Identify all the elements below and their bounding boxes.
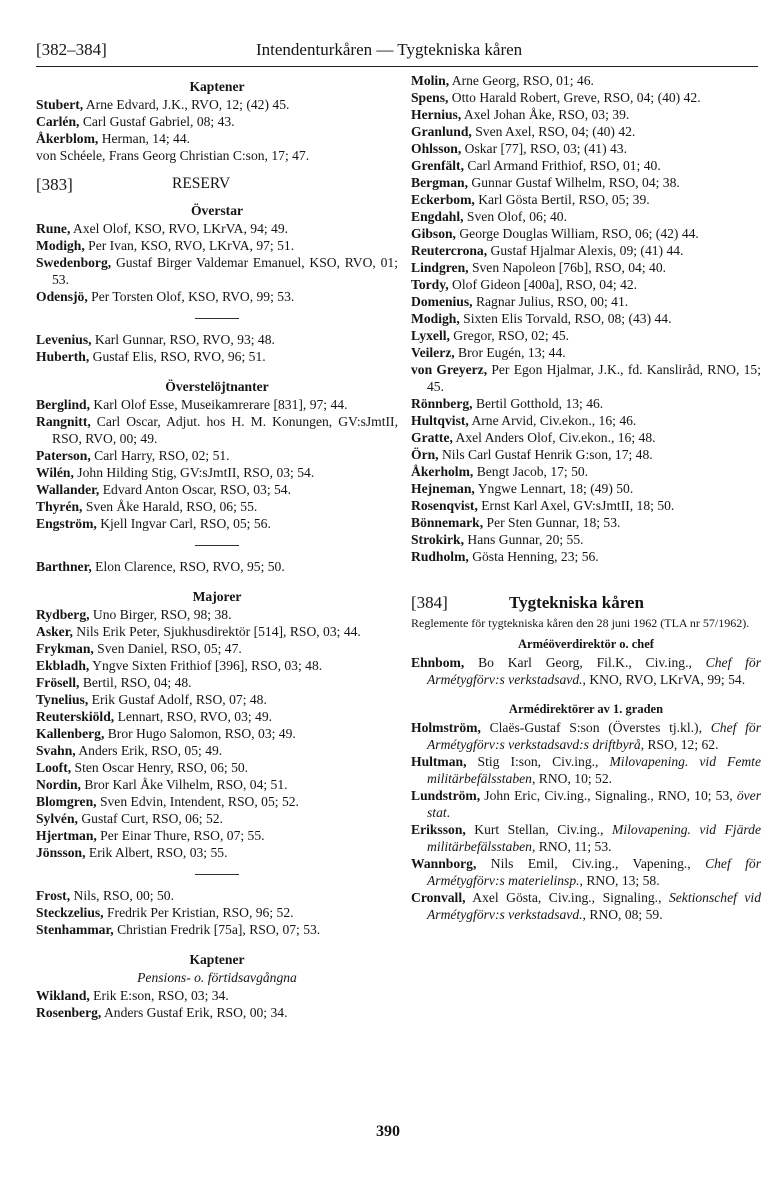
entry-text: Per Ivan, KSO, RVO, LKrVA, 97; 51.	[84, 238, 295, 253]
entry-text: Elon Clarence, RSO, RVO, 95; 50.	[91, 559, 285, 574]
entry-name: Blomgren,	[36, 794, 97, 809]
list-item	[411, 327, 761, 344]
list-item	[411, 174, 761, 191]
list-item	[411, 548, 761, 565]
list-item	[36, 921, 398, 938]
entry-name: Wallander,	[36, 482, 100, 497]
list-item	[36, 725, 398, 742]
list-item	[411, 753, 761, 787]
entry-name: Hernius,	[411, 107, 462, 122]
entry-title-italic: över stat	[427, 788, 761, 820]
left-column	[36, 72, 398, 1021]
entry-text: Anders Erik, RSO, 05; 49.	[75, 743, 223, 758]
entry-name: Rydberg,	[36, 607, 90, 622]
entry-name: Berglind,	[36, 397, 91, 412]
entry-text: Stig I:son, Civ.ing.,	[466, 754, 610, 769]
page-header	[36, 38, 758, 67]
entry-name: Ekbladh,	[36, 658, 90, 673]
entry-text: , RNO, 08; 59.	[582, 907, 663, 922]
entry-text: Gösta Henning, 23; 56.	[468, 549, 599, 564]
list-overstar	[36, 220, 398, 305]
list-item	[36, 96, 398, 113]
entry-text: John Hilding Stig, GV:sJmtII, RSO, 03; 54.	[73, 465, 315, 480]
entry-text: Ragnar Julius, RSO, 00; 41.	[472, 294, 629, 309]
entry-name: Tordy,	[411, 277, 449, 292]
list-item	[411, 654, 761, 688]
entry-name: Frost,	[36, 888, 71, 903]
entry-name: Kallenberg,	[36, 726, 105, 741]
list-item	[36, 515, 398, 532]
list-item	[36, 887, 398, 904]
entry-name: Nordin,	[36, 777, 81, 792]
entry-name: Wilén,	[36, 465, 74, 480]
list-item	[36, 254, 398, 288]
entry-text: Sven Axel, RSO, 04; (40) 42.	[471, 124, 636, 139]
list-item	[411, 123, 761, 140]
entry-text: Karl Olof Esse, Museikamrerare [831], 97; 44.	[90, 397, 348, 412]
entry-name: Lundström,	[411, 788, 481, 803]
list-item	[411, 463, 761, 480]
entry-name: Holmström,	[411, 720, 481, 735]
list-item	[36, 288, 398, 305]
entry-text: Per Torsten Olof, KSO, RVO, 99; 53.	[87, 289, 295, 304]
list-item	[36, 987, 398, 1004]
entry-text: Gustaf Hjalmar Alexis, 09; (41) 44.	[487, 243, 684, 258]
entry-text: Nils Emil, Civ.ing., Vapening.,	[476, 856, 706, 871]
entry-text: Carl Oscar, Adjut. hos H. M. Konungen, GV:sJmtII, RSO, RVO, 00; 49.	[52, 414, 398, 446]
heading-kaptener-pension: Kaptener	[189, 952, 245, 967]
entry-text: , RNO, 10; 52.	[531, 771, 613, 786]
entry-name: Granlund,	[411, 124, 472, 139]
entry-text: Nils Carl Gustaf Henrik G:son, 17; 48.	[438, 447, 653, 462]
entry-text: Carl Harry, RSO, 02; 51.	[90, 448, 230, 463]
heading-majorer: Majorer	[192, 589, 242, 604]
regulation-note: Reglemente för tygtekniska kåren den 28 juni 1962 (TLA nr 57/1962).	[411, 616, 750, 630]
list-item	[36, 793, 398, 810]
list-item	[411, 140, 761, 157]
heading-overstelojtnanter: Överstelöjtnanter	[165, 379, 269, 394]
entry-title-italic: Chef för Armétygförv:s verkstadsavd.	[427, 655, 762, 687]
entry-text: Gustaf Elis, RSO, RVO, 96; 51.	[89, 349, 266, 364]
entry-name: Ehnbom,	[411, 655, 465, 670]
entry-name: Modigh,	[36, 238, 85, 253]
entry-name: Rosenberg,	[36, 1005, 102, 1020]
list-item	[411, 514, 761, 531]
list-item	[36, 844, 398, 861]
list-item	[411, 480, 761, 497]
entry-text: Per Sten Gunnar, 18; 53.	[483, 515, 621, 530]
entry-text: Hans Gunnar, 20; 55.	[464, 532, 584, 547]
entry-text: Nils, RSO, 00; 50.	[70, 888, 174, 903]
entry-text: Anders Gustaf Erik, RSO, 00; 34.	[101, 1005, 288, 1020]
entry-name: Jönsson,	[36, 845, 86, 860]
list-item	[411, 497, 761, 514]
entry-name: Lindgren,	[411, 260, 469, 275]
list-item	[36, 396, 398, 413]
list-item	[411, 89, 761, 106]
entry-name: Ohlsson,	[411, 141, 462, 156]
list-item	[36, 810, 398, 827]
entry-name: Paterson,	[36, 448, 91, 463]
entry-name: Sylvén,	[36, 811, 78, 826]
list-item	[411, 361, 761, 395]
entry-text: Bertil Gotthold, 13; 46.	[472, 396, 604, 411]
entry-text: Bror Hugo Salomon, RSO, 03; 49.	[104, 726, 296, 741]
list-item	[411, 395, 761, 412]
list-item	[36, 674, 398, 691]
entry-text: Bror Eugén, 13; 44.	[454, 345, 566, 360]
entry-text: Nils Erik Peter, Sjukhusdirektör [514], RSO, 03; 44.	[72, 624, 361, 639]
entry-name: von Greyerz,	[411, 362, 488, 377]
section-tygtekniska	[411, 586, 761, 614]
list-item	[36, 759, 398, 776]
entry-name: Grenfält,	[411, 158, 464, 173]
entry-text: Lennart, RSO, RVO, 03; 49.	[114, 709, 273, 724]
list-item	[36, 348, 398, 365]
entry-text: , RSO, 12; 62.	[640, 737, 719, 752]
entry-text: Sven Olof, 06; 40.	[463, 209, 567, 224]
entry-text: Axel Olof, KSO, RVO, LKrVA, 94; 49.	[70, 221, 289, 236]
entry-text: Sven Napoleon [76b], RSO, 04; 40.	[468, 260, 667, 275]
entry-name: Cronvall,	[411, 890, 466, 905]
entry-text: Herman, 14; 44.	[98, 131, 191, 146]
list-item	[411, 855, 761, 889]
list-item	[36, 776, 398, 793]
divider	[195, 545, 239, 546]
entry-name: Barthner,	[36, 559, 92, 574]
list-item	[36, 113, 398, 130]
list-arme-dir	[411, 719, 761, 923]
list-item	[36, 147, 398, 164]
list-item	[411, 889, 761, 923]
list-item	[36, 498, 398, 515]
section-number: [383]	[36, 175, 73, 194]
entry-name: Modigh,	[411, 311, 460, 326]
list-item	[411, 191, 761, 208]
list-item	[36, 657, 398, 674]
entry-text: Sven Daniel, RSO, 05; 47.	[93, 641, 242, 656]
entry-name: Gratte,	[411, 430, 453, 445]
entry-text: Erik Gustaf Adolf, RSO, 07; 48.	[88, 692, 267, 707]
entry-title-italic: Milovapening. vid Femte militärbefälsstaben	[427, 754, 761, 786]
entry-name: Bergman,	[411, 175, 469, 190]
list-item	[36, 220, 398, 237]
list-item	[411, 208, 761, 225]
list-item	[36, 827, 398, 844]
entry-text: Uno Birger, RSO, 98; 38.	[89, 607, 232, 622]
entry-name: Eriksson,	[411, 822, 466, 837]
entry-text: Bror Karl Åke Vilhelm, RSO, 04; 51.	[80, 777, 288, 792]
entry-text: Ernst Karl Axel, GV:sJmtII, 18; 50.	[477, 498, 675, 513]
entry-text: Bo Karl Georg, Fil.K., Civ.ing.,	[464, 655, 706, 670]
list-item	[36, 464, 398, 481]
entry-text: Arne Arvid, Civ.ekon., 16; 46.	[468, 413, 637, 428]
entry-name: Domenius,	[411, 294, 473, 309]
list-item	[36, 623, 398, 640]
list-item	[36, 558, 398, 575]
entry-name: Tynelius,	[36, 692, 89, 707]
list-overstar-2	[36, 331, 398, 365]
entry-text: Yngwe Lennart, 18; (49) 50.	[474, 481, 634, 496]
list-item	[36, 130, 398, 147]
list-arme-chef	[411, 654, 761, 688]
list-item	[36, 331, 398, 348]
list-overstelojtnanter	[36, 396, 398, 532]
entry-name: Gibson,	[411, 226, 456, 241]
entry-text: Gustaf Curt, RSO, 06; 52.	[77, 811, 223, 826]
entry-text: Bengt Jacob, 17; 50.	[473, 464, 589, 479]
entry-name: Thyrén,	[36, 499, 83, 514]
entry-name: Svahn,	[36, 743, 76, 758]
entry-text: Gregor, RSO, 02; 45.	[449, 328, 570, 343]
entry-name: Strokirk,	[411, 532, 465, 547]
entry-title-italic: Chef för Armétygförv:s materielinsp.	[427, 856, 761, 888]
list-item	[36, 447, 398, 464]
list-item	[411, 310, 761, 327]
entry-text: Kjell Ingvar Carl, RSO, 05; 56.	[96, 516, 271, 531]
entry-name: Åkerholm,	[411, 464, 474, 479]
entry-text: Axel Johan Åke, RSO, 03; 39.	[461, 107, 630, 122]
list-item	[36, 237, 398, 254]
entry-name: Frykman,	[36, 641, 94, 656]
section-title: Tygtekniska kåren	[509, 593, 644, 612]
entry-text: Karl Gunnar, RSO, RVO, 93; 48.	[91, 332, 275, 347]
entry-text: Fredrik Per Kristian, RSO, 96; 52.	[103, 905, 294, 920]
subheading-pension: Pensions- o. förtidsavgångna	[137, 970, 297, 985]
list-item	[36, 640, 398, 657]
entry-text: Gustaf Birger Valdemar Emanuel, KSO, RVO, 01; 53.	[52, 255, 398, 287]
list-item	[411, 106, 761, 123]
entry-text: Gunnar Gustaf Wilhelm, RSO, 04; 38.	[468, 175, 680, 190]
page-number: 390	[376, 1123, 400, 1140]
entry-name: Odensjö,	[36, 289, 88, 304]
entry-name: Eckerbom,	[411, 192, 475, 207]
entry-text: Kurt Stellan, Civ.ing.,	[465, 822, 613, 837]
heading-arme-dir: Armédirektörer av 1. graden	[508, 702, 664, 716]
entry-text: Bertil, RSO, 04; 48.	[79, 675, 192, 690]
entry-name: Hultman,	[411, 754, 467, 769]
entry-text: , RNO, 11; 53.	[531, 839, 612, 854]
entry-name: Molin,	[411, 73, 450, 88]
entry-name: Reuterskiöld,	[36, 709, 115, 724]
entry-text: Sven Edvin, Intendent, RSO, 05; 52.	[96, 794, 299, 809]
entry-name: Steckzelius,	[36, 905, 104, 920]
entry-name: Engdahl,	[411, 209, 464, 224]
list-item	[411, 344, 761, 361]
list-item	[411, 225, 761, 242]
list-item	[411, 446, 761, 463]
entry-name: Frösell,	[36, 675, 80, 690]
entry-name: Huberth,	[36, 349, 90, 364]
entry-text: Sixten Elis Torvald, RSO, 08; (43) 44.	[459, 311, 672, 326]
list-item	[411, 157, 761, 174]
entry-name: Looft,	[36, 760, 72, 775]
entry-text: Claës-Gustaf S:son (Överstes tj.kl.),	[480, 720, 711, 735]
list-kaptener-cont	[411, 72, 761, 565]
entry-title-italic: Milovapening. vid Fjärde militärbefälsstaben	[427, 822, 761, 854]
entry-text: Carl Armand Frithiof, RSO, 01; 40.	[463, 158, 661, 173]
heading-kaptener: Kaptener	[189, 79, 245, 94]
entry-text: Christian Fredrik [75a], RSO, 07; 53.	[113, 922, 321, 937]
entry-name: Rudholm,	[411, 549, 469, 564]
list-item	[411, 242, 761, 259]
entry-name: Carlén,	[36, 114, 80, 129]
entry-name: Bönnemark,	[411, 515, 484, 530]
heading-overstar: Överstar	[190, 203, 244, 218]
list-item	[411, 719, 761, 753]
entry-text: Axel Anders Olof, Civ.ekon., 16; 48.	[452, 430, 656, 445]
entry-name: Spens,	[411, 90, 449, 105]
entry-name: Stenhammar,	[36, 922, 114, 937]
divider	[195, 874, 239, 875]
list-kaptener	[36, 96, 398, 164]
entry-name: Rune,	[36, 221, 71, 236]
list-item	[36, 691, 398, 708]
list-item	[36, 1004, 398, 1021]
entry-text: Karl Gösta Bertil, RSO, 05; 39.	[474, 192, 650, 207]
entry-text: Erik Albert, RSO, 03; 55.	[85, 845, 228, 860]
entry-text: Per Einar Thure, RSO, 07; 55.	[96, 828, 265, 843]
entry-name: Veilerz,	[411, 345, 455, 360]
entry-text: , RNO, 13; 58.	[579, 873, 660, 888]
list-item	[411, 821, 761, 855]
entry-text: Sten Oscar Henry, RSO, 06; 50.	[71, 760, 249, 775]
entry-name: Rangnitt,	[36, 414, 91, 429]
list-item	[36, 708, 398, 725]
list-item	[411, 276, 761, 293]
list-item	[411, 429, 761, 446]
entry-text: Per Egon Hjalmar, J.K., fd. Kansliråd, RNO, 15; 45.	[427, 362, 761, 394]
entry-text: Arne Edvard, J.K., RVO, 12; (42) 45.	[83, 97, 290, 112]
entry-name: Wannborg,	[411, 856, 477, 871]
entry-text: , KNO, RVO, LKrVA, 99; 54.	[582, 672, 746, 687]
divider	[195, 318, 239, 319]
entry-name: Hultqvist,	[411, 413, 469, 428]
entry-text: Otto Harald Robert, Greve, RSO, 04; (40) 42.	[448, 90, 701, 105]
entry-name: Rosenqvist,	[411, 498, 478, 513]
list-item	[411, 293, 761, 310]
section-title: RESERV	[172, 175, 231, 192]
entry-name: Reutercrona,	[411, 243, 488, 258]
list-kaptener-pension	[36, 987, 398, 1021]
entry-text: Oskar [77], RSO, 03; (41) 43.	[461, 141, 628, 156]
list-item	[36, 606, 398, 623]
entry-text: Erik E:son, RSO, 03; 34.	[89, 988, 229, 1003]
entry-text: John Eric, Civ.ing., Signaling., RNO, 10; 53,	[480, 788, 737, 803]
entry-name: Asker,	[36, 624, 73, 639]
list-item	[36, 904, 398, 921]
list-majorer-2	[36, 887, 398, 938]
entry-name: Engström,	[36, 516, 97, 531]
list-item	[36, 413, 398, 447]
entry-text: Arne Georg, RSO, 01; 46.	[449, 73, 594, 88]
list-item	[411, 531, 761, 548]
list-item	[36, 481, 398, 498]
entry-text: George Douglas William, RSO, 06; (42) 44.	[455, 226, 699, 241]
entry-text: .	[446, 805, 451, 820]
list-item	[411, 787, 761, 821]
list-overstelojtnanter-2	[36, 558, 398, 575]
section-number: [384]	[411, 593, 448, 612]
page-range: [382–384]	[36, 40, 107, 59]
entry-name: Stubert,	[36, 97, 84, 112]
list-item	[36, 742, 398, 759]
entry-name: Wikland,	[36, 988, 90, 1003]
entry-text: Carl Gustaf Gabriel, 08; 43.	[79, 114, 235, 129]
entry-title-italic: Sektionschef vid Armétygförv:s verkstadsavd.	[427, 890, 762, 922]
list-item	[411, 412, 761, 429]
list-majorer	[36, 606, 398, 861]
entry-name: Rönnberg,	[411, 396, 473, 411]
entry-name: Levenius,	[36, 332, 92, 347]
entry-name: Hjertman,	[36, 828, 97, 843]
entry-name: Lyxell,	[411, 328, 450, 343]
entry-text: Edvard Anton Oscar, RSO, 03; 54.	[99, 482, 291, 497]
list-item	[411, 259, 761, 276]
entry-text: Sven Åke Harald, RSO, 06; 55.	[82, 499, 258, 514]
entry-text: von Schéele, Frans Georg Christian C:son, 17; 47.	[36, 148, 310, 163]
section-reserv	[36, 168, 398, 196]
entry-text: Olof Gideon [400a], RSO, 04; 42.	[448, 277, 638, 292]
entry-text: Yngve Sixten Frithiof [396], RSO, 03; 48.	[89, 658, 323, 673]
entry-name: Hejneman,	[411, 481, 475, 496]
list-item	[411, 72, 761, 89]
entry-name: Örn,	[411, 447, 439, 462]
running-title: Intendenturkåren — Tygtekniska kåren	[256, 40, 523, 59]
right-column	[411, 72, 761, 923]
entry-text: Axel Gösta, Civ.ing., Signaling.,	[465, 890, 669, 905]
entry-name: Swedenborg,	[36, 255, 112, 270]
entry-title-italic: Chef för Armétygförv:s verkstadsavd:s driftbyrå	[427, 720, 762, 752]
entry-name: Åkerblom,	[36, 131, 99, 146]
heading-arme-chef: Arméöverdirektör o. chef	[518, 637, 654, 651]
